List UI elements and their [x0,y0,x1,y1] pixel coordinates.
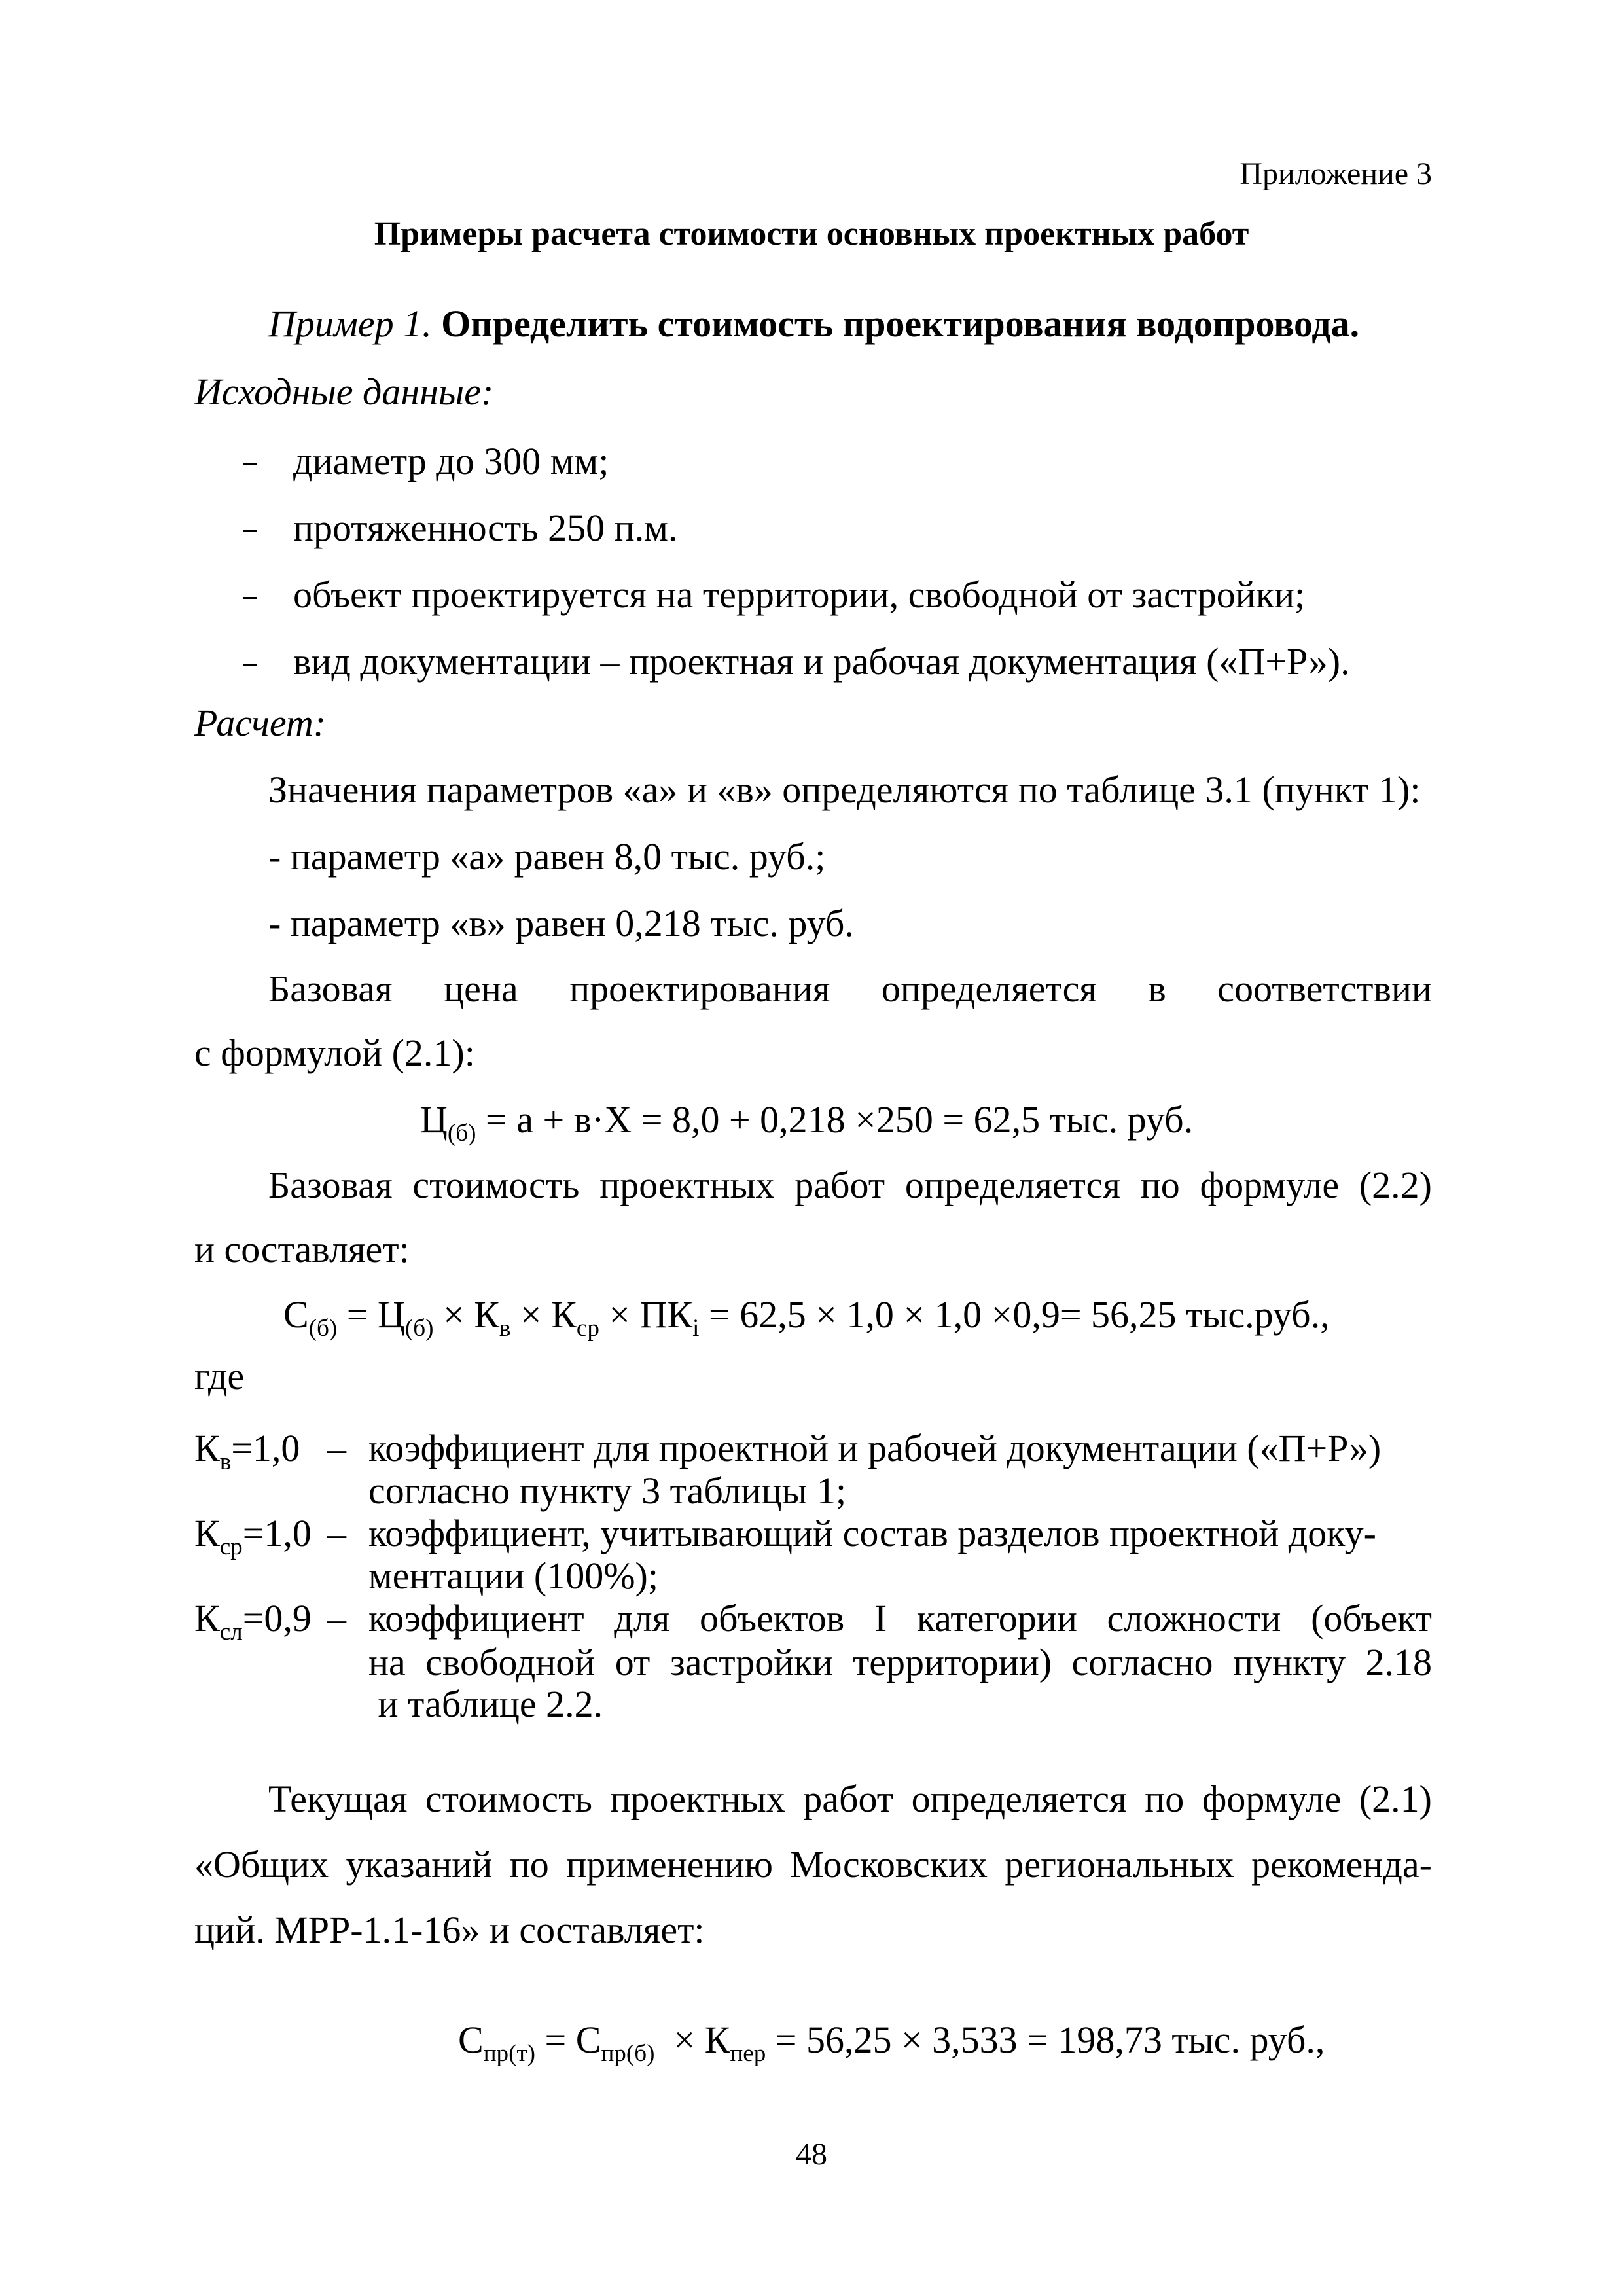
symbol-subscript: сл [219,1618,243,1645]
definition-text [368,1511,1442,1596]
current-cost-line-2: «Общих указаний по применению Московских региональных рекоменда- [194,1843,1432,1886]
formula-text: = а + в·Х = 8,0 + 0,218 ×250 = 62,5 тыс. руб. [476,1098,1194,1141]
base-cost-line-2: и составляет: [194,1228,410,1270]
definition-text [368,1596,1432,1725]
definition-line: на свободной от застройки территории) согласно пункту 2.18 [368,1641,1432,1683]
base-cost-line-1: Базовая стоимость проектных работ определяется по формуле (2.2) [268,1164,1432,1206]
definition-line: ментации (100%); [368,1554,658,1597]
formula-text: = Ц [337,1293,405,1336]
word: в [1148,967,1166,1010]
formula-text: × К [433,1293,499,1336]
symbol: К [194,1512,220,1554]
definition-dash: – [327,1427,346,1469]
example-label: Пример 1. [268,302,432,345]
params-intro: Значения параметров «а» и «в» определяются по таблице 3.1 (пункт 1): [268,768,1421,811]
bullet-dash [243,463,257,465]
symbol: К [194,1427,220,1469]
initial-data-label: Исходные данные: [194,370,494,413]
formula-text: = 56,25 × 3,533 = 198,73 тыс. руб., [766,2018,1325,2061]
word: Базовая [268,967,393,1010]
bullet-dash [243,664,257,666]
symbol-subscript: ср [219,1533,243,1560]
definition-line: согласно пункту 3 таблицы 1; [368,1469,847,1512]
formula-current-cost [420,1971,1325,2109]
calculation-label: Расчет: [194,702,327,744]
formula-subscript: в [499,1314,511,1342]
formula-subscript: i [692,1314,700,1342]
formula-subscript: ср [576,1314,599,1342]
formula-subscript: (б) [308,1314,338,1342]
formula-subscript: (б) [447,1119,476,1147]
current-cost-line-3: ций. МРР-1.1-16» и составляет: [194,1909,705,1951]
bullet-dash [243,530,257,532]
formula-text: С [458,2018,484,2061]
initial-data-item: объект проектируется на территории, свободной от застройки; [293,573,1306,616]
formula-base-price [420,1097,1194,1147]
example-heading [268,301,1359,347]
formula-text: × ПК [599,1293,693,1336]
word: проектирования [569,967,830,1010]
formula-subscript: (б) [404,1314,434,1342]
initial-data-item: протяженность 250 п.м. [293,507,678,549]
initial-data-item: диаметр до 300 мм; [293,440,609,482]
formula-text: × К [654,2018,730,2061]
definition-line: и таблице 2.2. [368,1683,603,1725]
definition-line: коэффициент, учитывающий состав разделов проектной доку- [368,1512,1376,1554]
formula-base-cost [283,1292,1330,1342]
base-price-line-2: с формулой (2.1): [194,1031,475,1074]
definition-symbol [194,1596,312,1645]
formula-subscript: пер [730,2039,766,2067]
formula-text: × К [510,1293,577,1336]
param-a: - параметр «а» равен 8,0 тыс. руб.; [268,835,826,878]
page-number: 48 [796,2137,827,2172]
example-title: Определить стоимость проектирования водопровода. [441,302,1360,345]
symbol-value: =1,0 [242,1512,312,1554]
symbol: К [194,1597,220,1640]
formula-subscript: пр(б) [601,2039,655,2067]
where-label: где [194,1355,245,1397]
bullet-dash [243,597,257,599]
current-cost-line-1: Текущая стоимость проектных работ определяется по формуле (2.1) [268,1778,1432,1820]
definition-line: коэффициент для проектной и рабочей документации («П+Р») [368,1427,1382,1469]
symbol-value: =0,9 [242,1597,312,1640]
formula-text: = С [535,2018,601,2061]
formula-text: С [283,1293,309,1336]
param-b: - параметр «в» равен 0,218 тыс. руб. [268,902,854,944]
definition-dash: – [327,1512,346,1554]
symbol-subscript: в [219,1448,232,1475]
definition-symbol [194,1426,300,1475]
definition-text [368,1426,1442,1511]
definition-line: коэффициент для объектов I категории сложности (объект [368,1597,1432,1640]
symbol-value: =1,0 [231,1427,300,1469]
base-price-line-1 [268,966,1432,1012]
appendix-label: Приложение 3 [1240,156,1432,191]
formula-text: = 62,5 × 1,0 × 1,0 ×0,9= 56,25 тыс.руб., [699,1293,1330,1336]
formula-symbol: Ц [420,1098,448,1141]
definition-dash: – [327,1597,346,1640]
formula-subscript: пр(т) [483,2039,536,2067]
word: соответствии [1217,967,1432,1010]
definition-symbol [194,1511,312,1560]
word: цена [444,967,518,1010]
initial-data-item: вид документации – проектная и рабочая документация («П+Р»). [293,640,1350,683]
page-title: Примеры расчета стоимости основных проектных работ [374,215,1249,253]
word: определяется [881,967,1097,1010]
